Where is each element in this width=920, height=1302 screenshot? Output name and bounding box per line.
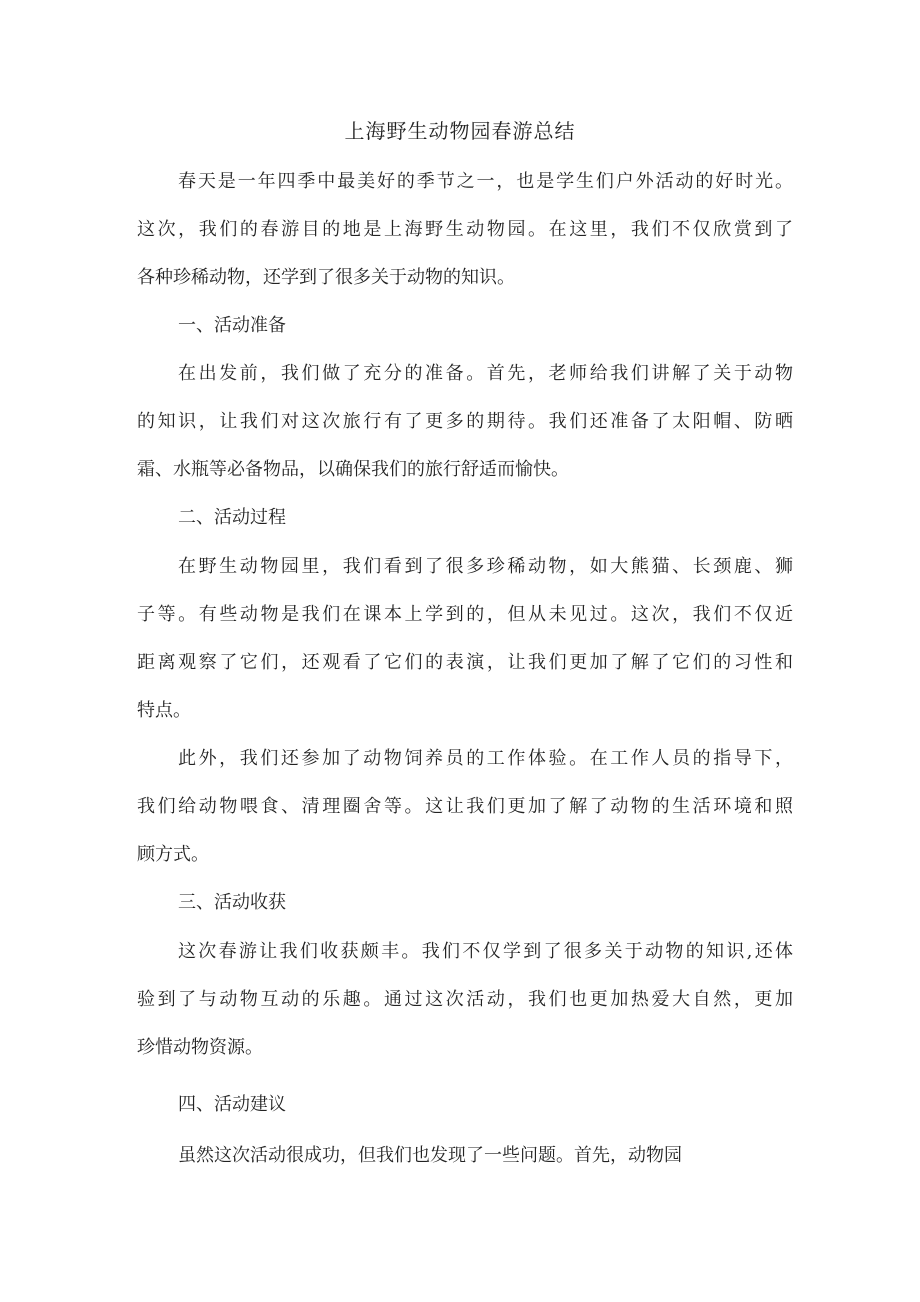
paragraph-2-line-3: 霜、水瓶等必备物品，以确保我们的旅行舒适而愉快。 bbox=[137, 459, 569, 480]
paragraph-1-line-2: 这次，我们的春游目的地是上海野生动物园。在这里，我们不仅欣赏到了 bbox=[137, 219, 793, 240]
paragraph-4-line-3: 顾方式。 bbox=[137, 844, 209, 865]
document-title: 上海野生动物园春游总结 bbox=[344, 119, 576, 143]
paragraph-3-line-1: 在野生动物园里，我们看到了很多珍稀动物，如大熊猫、长颈鹿、狮 bbox=[178, 556, 793, 577]
section-heading-preparation: 一、活动准备 bbox=[178, 315, 286, 336]
paragraph-6-line-1: 虽然这次活动很成功，但我们也发现了一些问题。首先，动物园 bbox=[178, 1145, 682, 1166]
paragraph-4-line-1: 此外，我们还参加了动物饲养员的工作体验。在工作人员的指导下， bbox=[178, 748, 793, 769]
paragraph-5-line-2: 验到了与动物互动的乐趣。通过这次活动，我们也更加热爱大自然，更加 bbox=[137, 989, 793, 1010]
paragraph-3-line-3: 距离观察了它们，还观看了它们的表演，让我们更加了解了它们的习性和 bbox=[137, 652, 793, 673]
section-heading-gains: 三、活动收获 bbox=[178, 892, 286, 913]
paragraph-4-line-2: 我们给动物喂食、清理圈舍等。这让我们更加了解了动物的生活环境和照 bbox=[137, 796, 793, 817]
paragraph-2-line-2: 的知识，让我们对这次旅行有了更多的期待。我们还准备了太阳帽、防晒 bbox=[137, 411, 793, 432]
paragraph-5-line-3: 珍惜动物资源。 bbox=[137, 1037, 263, 1058]
paragraph-1-line-1: 春天是一年四季中最美好的季节之一，也是学生们户外活动的好时光。 bbox=[178, 171, 793, 192]
paragraph-1-line-3: 各种珍稀动物，还学到了很多关于动物的知识。 bbox=[137, 267, 515, 288]
section-heading-suggestions: 四、活动建议 bbox=[178, 1094, 286, 1115]
paragraph-2-line-1: 在出发前，我们做了充分的准备。首先，老师给我们讲解了关于动物 bbox=[178, 363, 793, 384]
paragraph-3-line-4: 特点。 bbox=[137, 700, 191, 721]
paragraph-5-line-1: 这次春游让我们收获颇丰。我们不仅学到了很多关于动物的知识,还体 bbox=[178, 941, 793, 962]
paragraph-3-line-2: 子等。有些动物是我们在课本上学到的，但从未见过。这次，我们不仅近 bbox=[137, 604, 793, 625]
section-heading-process: 二、活动过程 bbox=[178, 507, 286, 528]
